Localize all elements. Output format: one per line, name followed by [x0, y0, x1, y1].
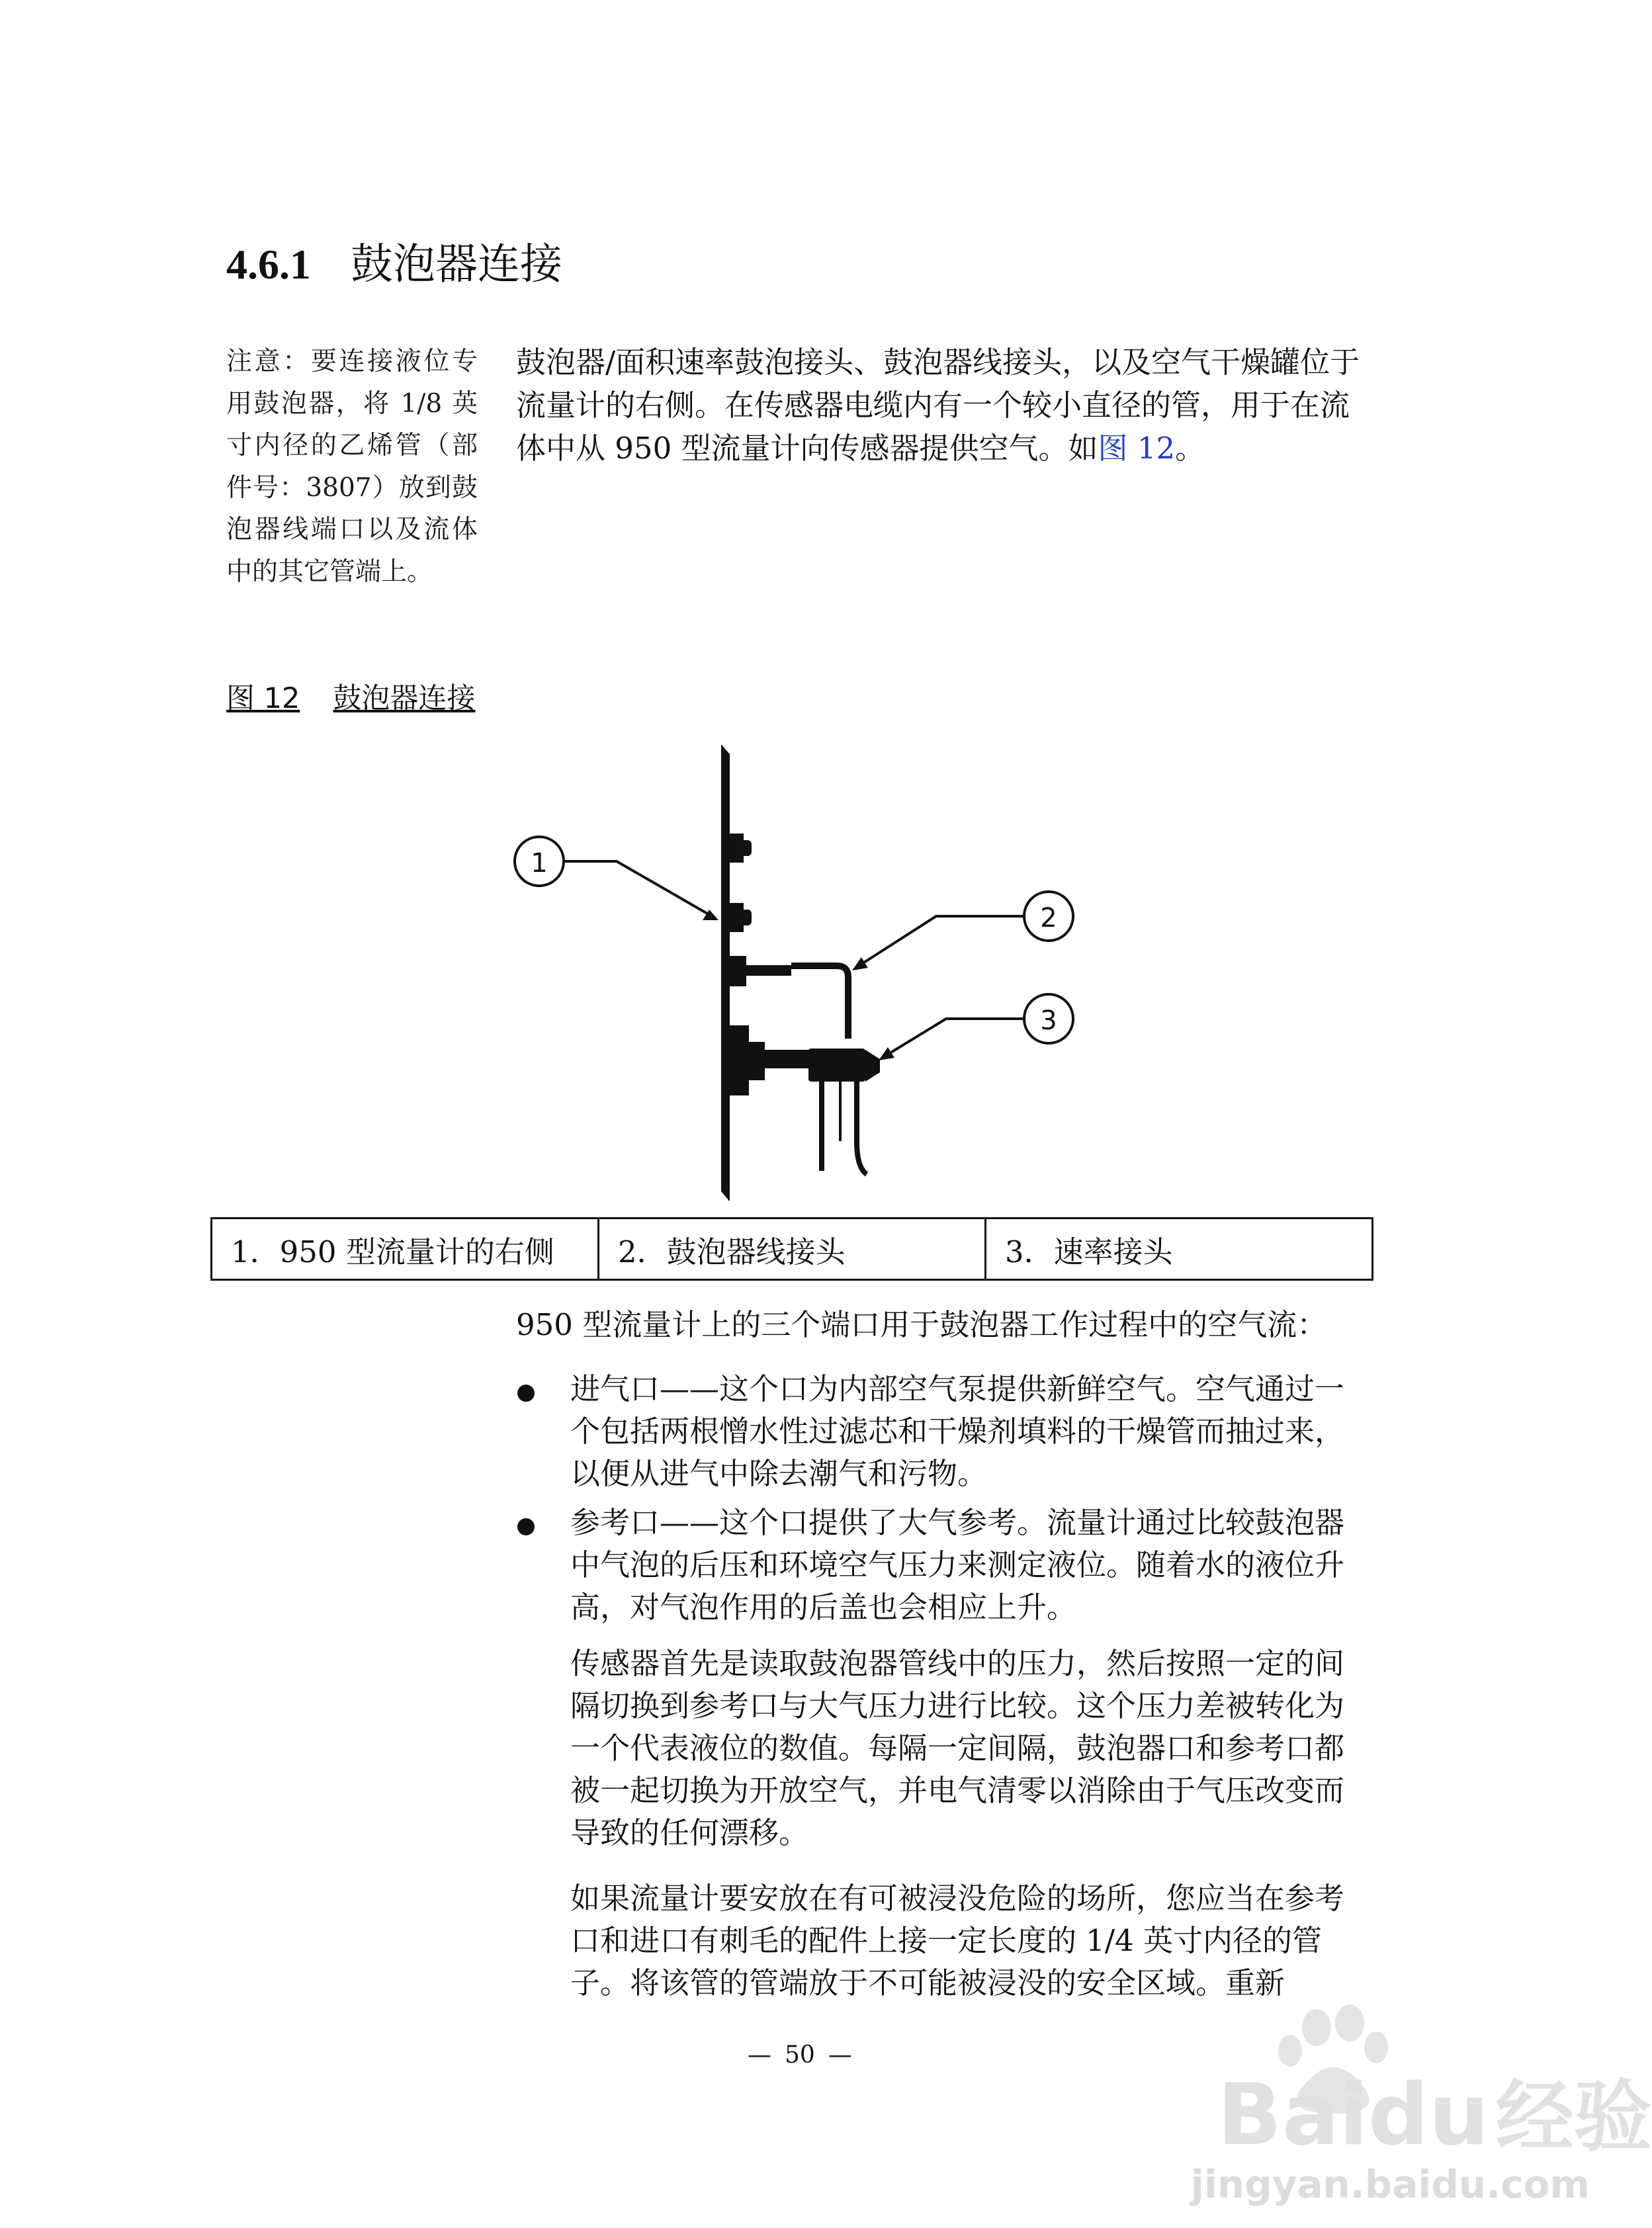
bullet-icon — [517, 1518, 535, 1535]
callout-1 — [515, 837, 718, 920]
page-dash-right: — — [828, 2041, 852, 2069]
legend-cell-1: 1．950 型流量计的右侧 — [212, 1219, 599, 1280]
legend-cell-3: 3．速率接头 — [986, 1219, 1373, 1280]
bullet-intake-port: 进气口——这个口为内部空气泵提供新鲜空气。空气通过一个包括两根憎水性过滤芯和干燥剂填料的干燥管而抽过来，以便从进气中除去潮气和污物。 — [570, 1371, 1345, 1491]
flowmeter-side-panel — [721, 744, 729, 1201]
page-dash-left: — — [748, 2041, 771, 2069]
page-number-value: 50 — [785, 2041, 815, 2069]
watermark-brand-du: du — [1368, 2066, 1489, 2164]
callout-3-label: 3 — [1040, 1006, 1057, 1036]
side-note: 注意：要连接液位专用鼓泡器，将 1/8 英寸内径的乙烯管（部件号：3807）放到鼓泡器线端口以及流体中的其它管端上。 — [226, 347, 478, 587]
callout-2 — [852, 892, 1073, 970]
paragraph-sensor-reading: 传感器首先是读取鼓泡器管线中的压力，然后按照一定的间隔切换到参考口与大气压力进行比较。这个压力差被转化为一个代表液位的数值。每隔一定间隔，鼓泡器口和参考口都被一起切换为开放空气，并电气清零以消除由于气压改变而导致的任何漂移。 — [570, 1646, 1345, 1850]
watermark-brand — [1217, 2054, 1652, 2166]
figure-caption — [226, 680, 475, 717]
page-number — [734, 2041, 865, 2070]
bubbler-connection-diagram — [503, 744, 1085, 1201]
callout-2-label: 2 — [1040, 903, 1057, 933]
callout-1-label: 1 — [531, 848, 548, 878]
bullet-reference-port: 参考口——这个口提供了大气参考。流量计通过比较鼓泡器中气泡的后压和环境空气压力来测定液位。随着水的液位升高，对气泡作用的后盖也会相应上升。 — [570, 1505, 1345, 1625]
intro-paragraph — [516, 341, 1363, 470]
section-heading — [226, 238, 562, 291]
intro-end: 。 — [1175, 431, 1205, 466]
figure-caption-title: 鼓泡器连接 — [333, 682, 476, 715]
bubble-line-tube — [791, 966, 848, 1039]
legend-cell-2: 2．鼓泡器线接头 — [599, 1219, 986, 1280]
bullet-icon — [517, 1385, 535, 1402]
section-number: 4.6.1 — [226, 241, 311, 288]
ports-intro: 950 型流量计上的三个端口用于鼓泡器工作过程中的空气流： — [516, 1307, 1327, 1342]
figure-legend-table — [210, 1217, 1373, 1281]
watermark-url: jingyan.baidu.com — [1191, 2162, 1590, 2207]
paragraph-submersion: 如果流量计要安放在有可被浸没危险的场所，您应当在参考口和进口有刺毛的配件上接一定长度的 1/4 英寸内径的管子。将该管的管端放于不可能被浸没的安全区域。重新 — [570, 1881, 1345, 2000]
watermark-brand-bai: Bai — [1217, 2066, 1368, 2164]
figure-caption-number: 图 12 — [226, 682, 300, 715]
velocity-fitting — [808, 1049, 880, 1174]
callout-3 — [879, 994, 1073, 1060]
section-title: 鼓泡器连接 — [351, 240, 562, 289]
figure-12-link[interactable]: 图 12 — [1098, 431, 1176, 466]
intro-text: 鼓泡器/面积速率鼓泡接头、鼓泡器线接头，以及空气干燥罐位于流量计的右侧。在传感器电缆内有一个较小直径的管，用于在流体中从 950 型流量计向传感器提供空气。如 — [516, 345, 1360, 466]
legend-row — [212, 1219, 1373, 1280]
watermark-brand-cn: 经验 — [1495, 2071, 1652, 2163]
